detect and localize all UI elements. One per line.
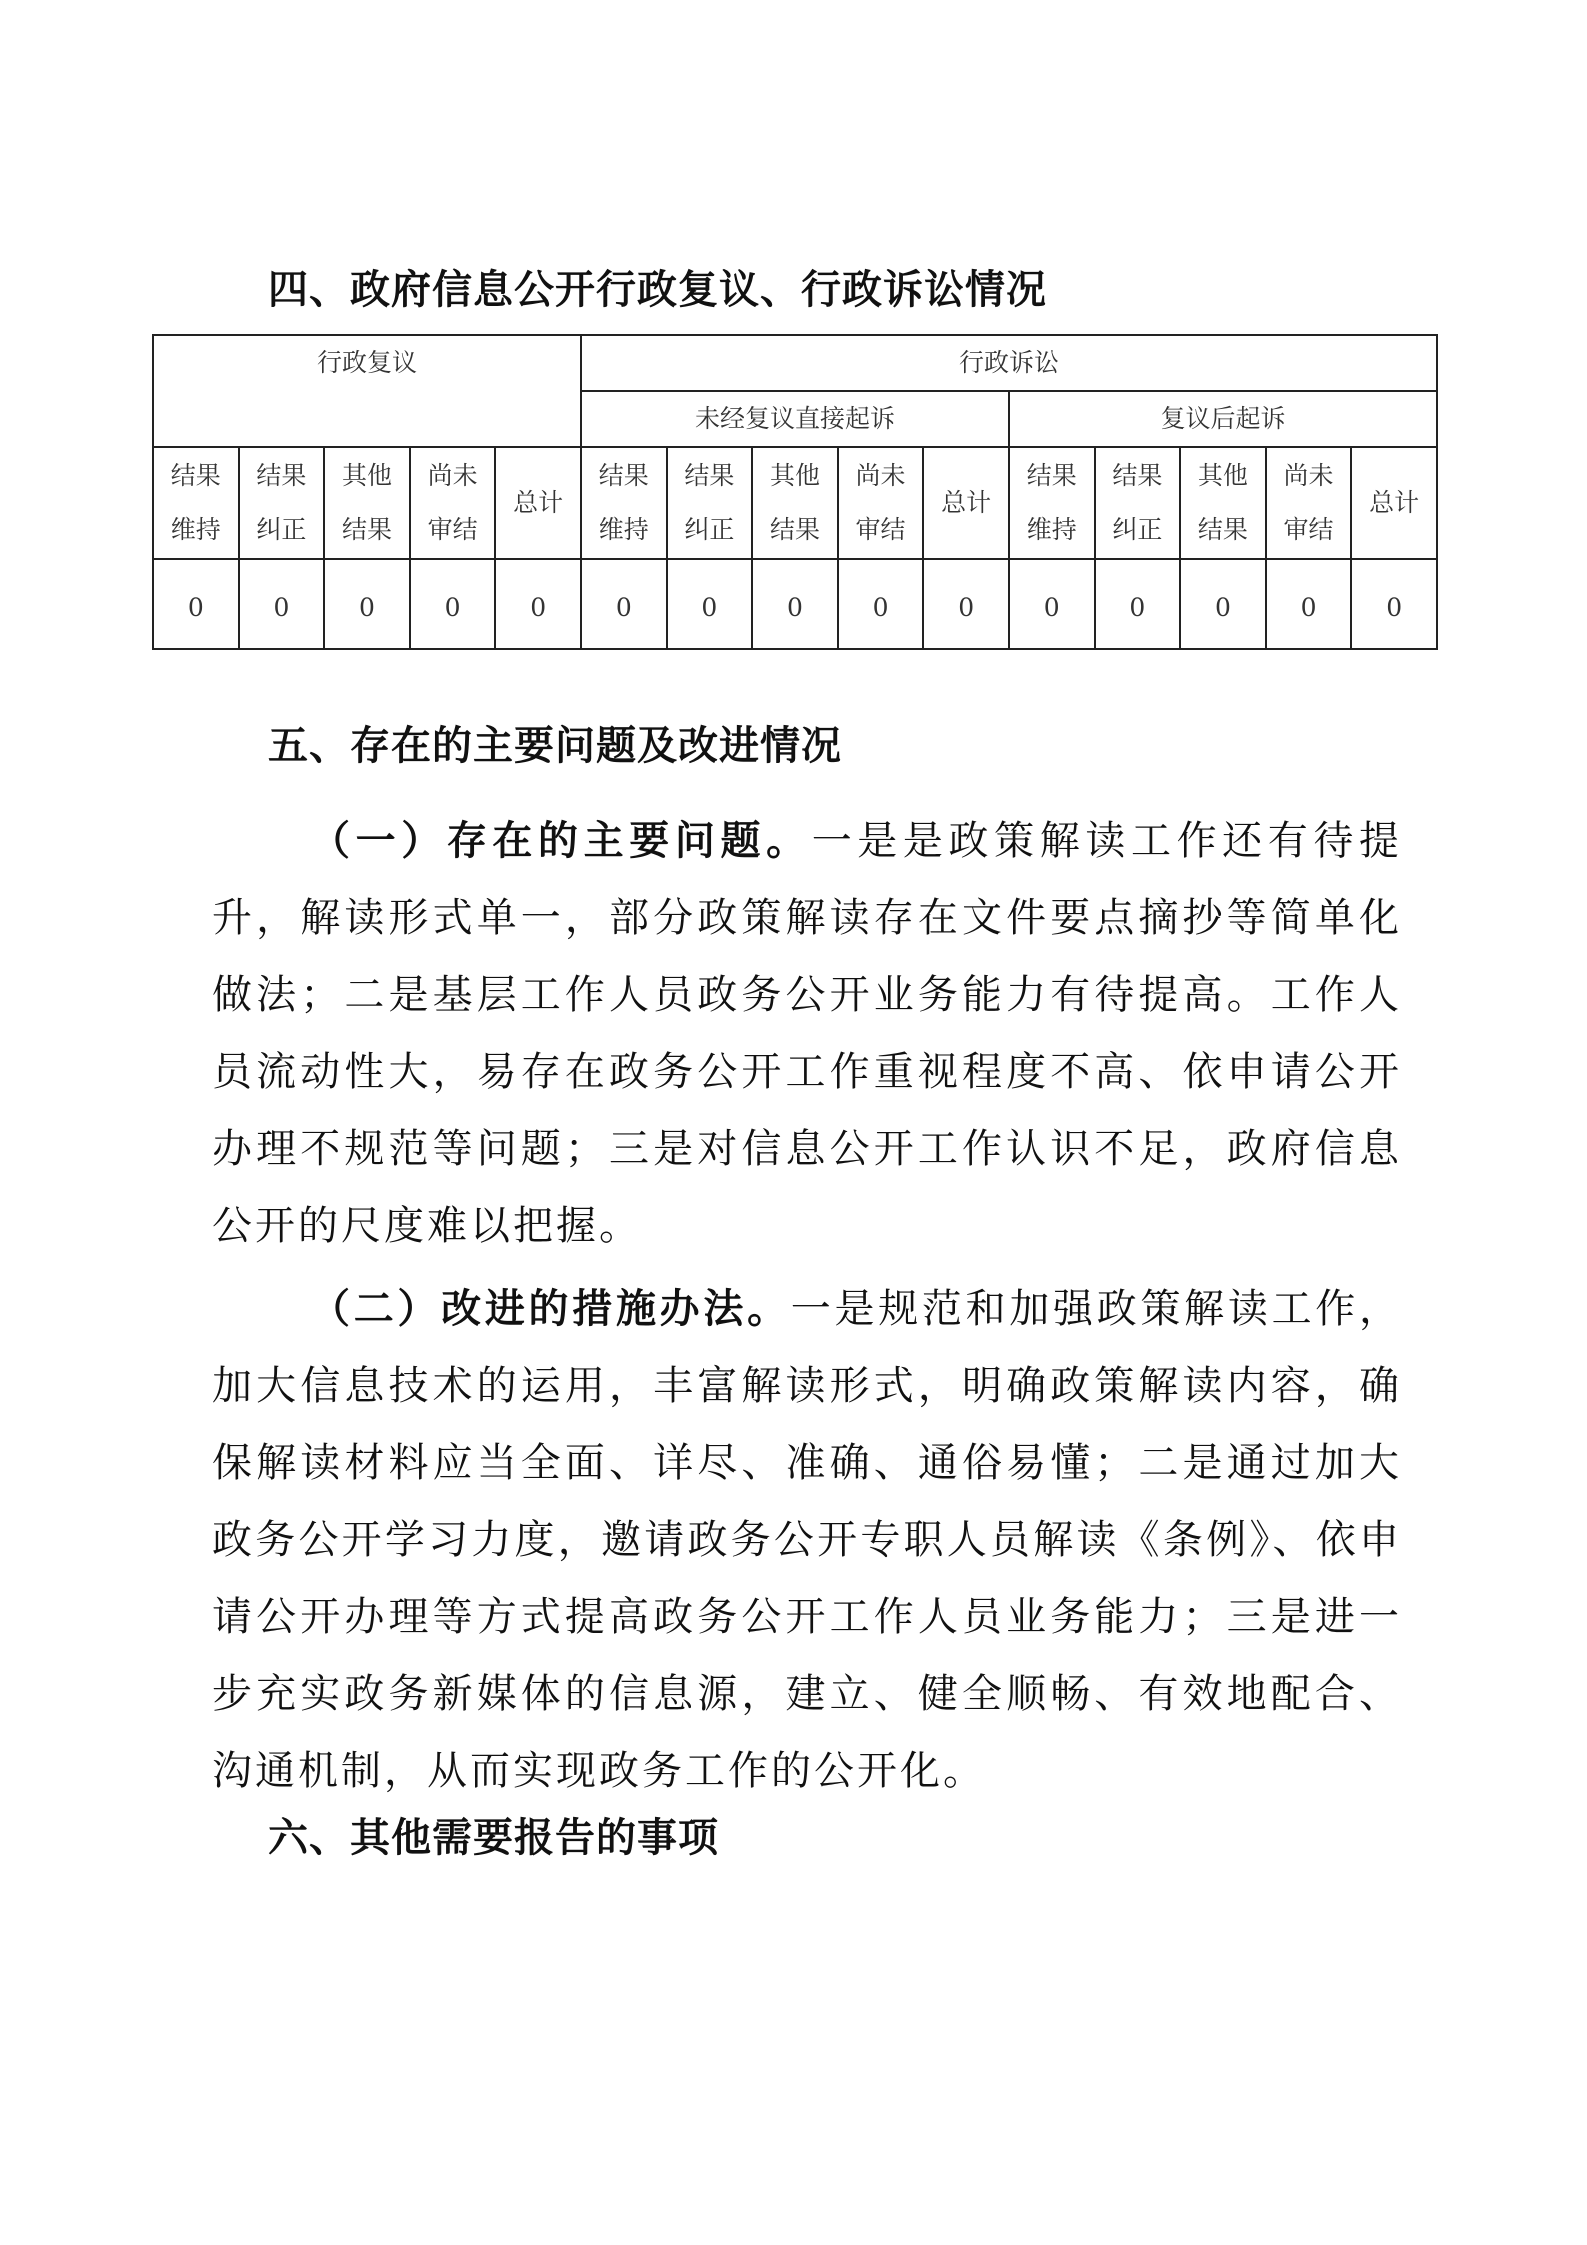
section-5-title: 五、存在的主要问题及改进情况 <box>268 723 842 769</box>
column-header: 其他 结果 <box>324 447 410 559</box>
value-cell: 0 <box>239 559 325 649</box>
column-header: 结果 纠正 <box>1095 447 1181 559</box>
column-header: 结果 维持 <box>1009 447 1095 559</box>
measures-lead: （二）改进的措施办法。 <box>310 1285 791 1332</box>
problems-paragraph <box>212 802 1402 1265</box>
review-litigation-table <box>152 334 1438 650</box>
problems-lead: （一）存在的主要问题。 <box>310 817 812 864</box>
admin-litigation-header: 行政诉讼 <box>581 335 1437 391</box>
column-header: 总计 <box>1351 447 1437 559</box>
value-cell: 0 <box>324 559 410 649</box>
column-header: 尚未 审结 <box>838 447 924 559</box>
value-cell: 0 <box>581 559 667 649</box>
section-6-title: 六、其他需要报告的事项 <box>268 1815 719 1861</box>
direct-suit-header: 未经复议直接起诉 <box>581 391 1009 447</box>
value-cell: 0 <box>410 559 496 649</box>
value-cell: 0 <box>1095 559 1181 649</box>
value-cell: 0 <box>1351 559 1437 649</box>
column-header: 其他 结果 <box>1180 447 1266 559</box>
column-header: 结果 维持 <box>153 447 239 559</box>
column-header: 其他 结果 <box>752 447 838 559</box>
section-4-title: 四、政府信息公开行政复议、行政诉讼情况 <box>268 267 1047 313</box>
column-header: 结果 纠正 <box>667 447 753 559</box>
measures-text: 一是规范和加强政策解读工作，加大信息技术的运用，丰富解读形式，明确政策解读内容，确保解读材料应当全面、详尽、准确、通俗易懂；二是通过加大政务公开学习力度，邀请政务公开专职人员解读《条例》、依申请公开办理等方式提高政务公开工作人员业务能力；三是进一步充实政务新媒体的信息源，建立、健全顺畅、有效地配合、沟通机制，从而实现政务工作的公开化。 <box>212 1286 1403 1794</box>
column-header: 尚未 审结 <box>410 447 496 559</box>
column-header: 结果 纠正 <box>239 447 325 559</box>
admin-review-header: 行政复议 <box>153 335 581 447</box>
value-cell: 0 <box>752 559 838 649</box>
value-cell: 0 <box>153 559 239 649</box>
column-header: 尚未 审结 <box>1266 447 1352 559</box>
column-header: 总计 <box>923 447 1009 559</box>
value-cell: 0 <box>838 559 924 649</box>
value-cell: 0 <box>1009 559 1095 649</box>
value-cell: 0 <box>923 559 1009 649</box>
column-header: 结果 维持 <box>581 447 667 559</box>
value-cell: 0 <box>667 559 753 649</box>
after-review-suit-header: 复议后起诉 <box>1009 391 1437 447</box>
value-cell: 0 <box>495 559 581 649</box>
problems-text: 一是是政策解读工作还有待提升，解读形式单一，部分政策解读存在文件要点摘抄等简单化做法；二是基层工作人员政务公开业务能力有待提高。工作人员流动性大，易存在政务公开工作重视程度不高、依申请公开办理不规范等问题；三是对信息公开工作认识不足，政府信息公开的尺度难以把握。 <box>212 818 1403 1249</box>
value-cell: 0 <box>1180 559 1266 649</box>
value-cell: 0 <box>1266 559 1352 649</box>
column-header: 总计 <box>495 447 581 559</box>
measures-paragraph <box>212 1270 1402 1810</box>
